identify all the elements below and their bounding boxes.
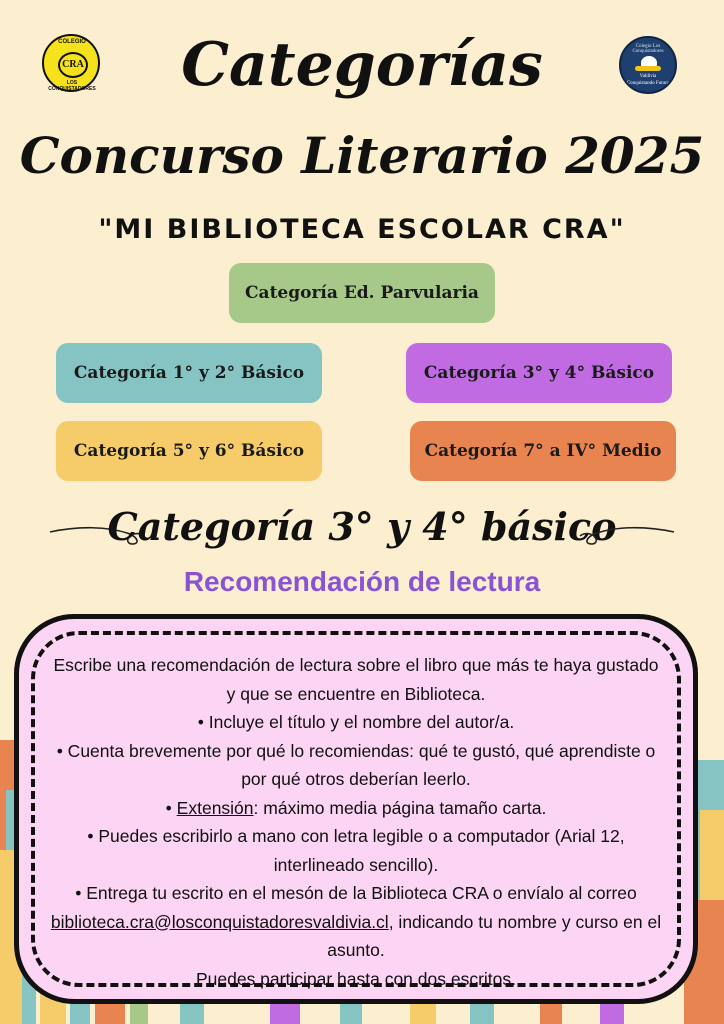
instruction-item-2: • Cuenta brevemente por qué lo recomiendas: qué te gustó, qué aprendiste o por qué otros deberían leerlo. [56,740,656,789]
category-5-6-basico: Categoría 5° y 6° Básico [56,421,322,481]
email-link[interactable]: biblioteca.cra@losconquistadoresvaldivia.cl [50,911,389,932]
contest-subtitle: "MI BIBLIOTECA ESCOLAR CRA" [98,214,626,245]
recommendation-title: Recomendación de lectura [183,566,541,597]
logo-right-line2: Conquistando Futuro [626,81,670,86]
category-1-2-basico: Categoría 1° y 2° Básico [56,343,322,403]
section-title: Categoría 3° y 4° básico [107,504,617,549]
instruction-item-3 [49,794,663,823]
logo-center-text: CRA [58,52,88,78]
category-ed-parvularia: Categoría Ed. Parvularia [229,263,495,323]
category-7-iv-medio: Categoría 7° a IV° Medio [410,421,676,481]
instruction-item-3-text: : máximo media página tamaño carta. [253,797,547,818]
instruction-item-4: • Puedes escribirlo a mano con letra legible o a computador (Arial 12, interlineado sencillo). [87,826,625,875]
instructions-text [49,651,663,993]
instruction-item-5-pre: • Entrega tu escrito en el mesón de la Biblioteca CRA o envíalo al correo [75,883,637,903]
instruction-item-5 [49,879,663,965]
category-3-4-basico: Categoría 3° y 4° Básico [406,343,672,403]
logo-ring-bottom-text: LOS CONQUISTADORES [48,80,96,92]
instruction-item-3-label: Extensión [176,797,254,818]
logo-ring-top-text: COLEGIO [58,39,86,45]
instruction-intro: Escribe una recomendación de lectura sobre el libro que más te haya gustado y que se encuentre en Biblioteca. [53,655,659,704]
page-title: Categorías [181,30,543,100]
instruction-item-5-post: , indicando tu nombre y curso en el asunto. [327,911,662,960]
logo-right-line1: Valdivia [639,74,657,79]
contest-title: Concurso Literario 2025 [19,126,705,185]
flourish-right-icon [578,518,676,548]
instruction-item-3-bullet: • [165,797,177,818]
logo-right-arc-text: Colegio Los Conquistadores [632,44,664,54]
instructions-card [14,614,698,1004]
instruction-item-1: • Incluye el título y el nombre del autor/a. [197,712,515,732]
instruction-closing: Puedes participar hasta con dos escritos. [195,968,517,989]
